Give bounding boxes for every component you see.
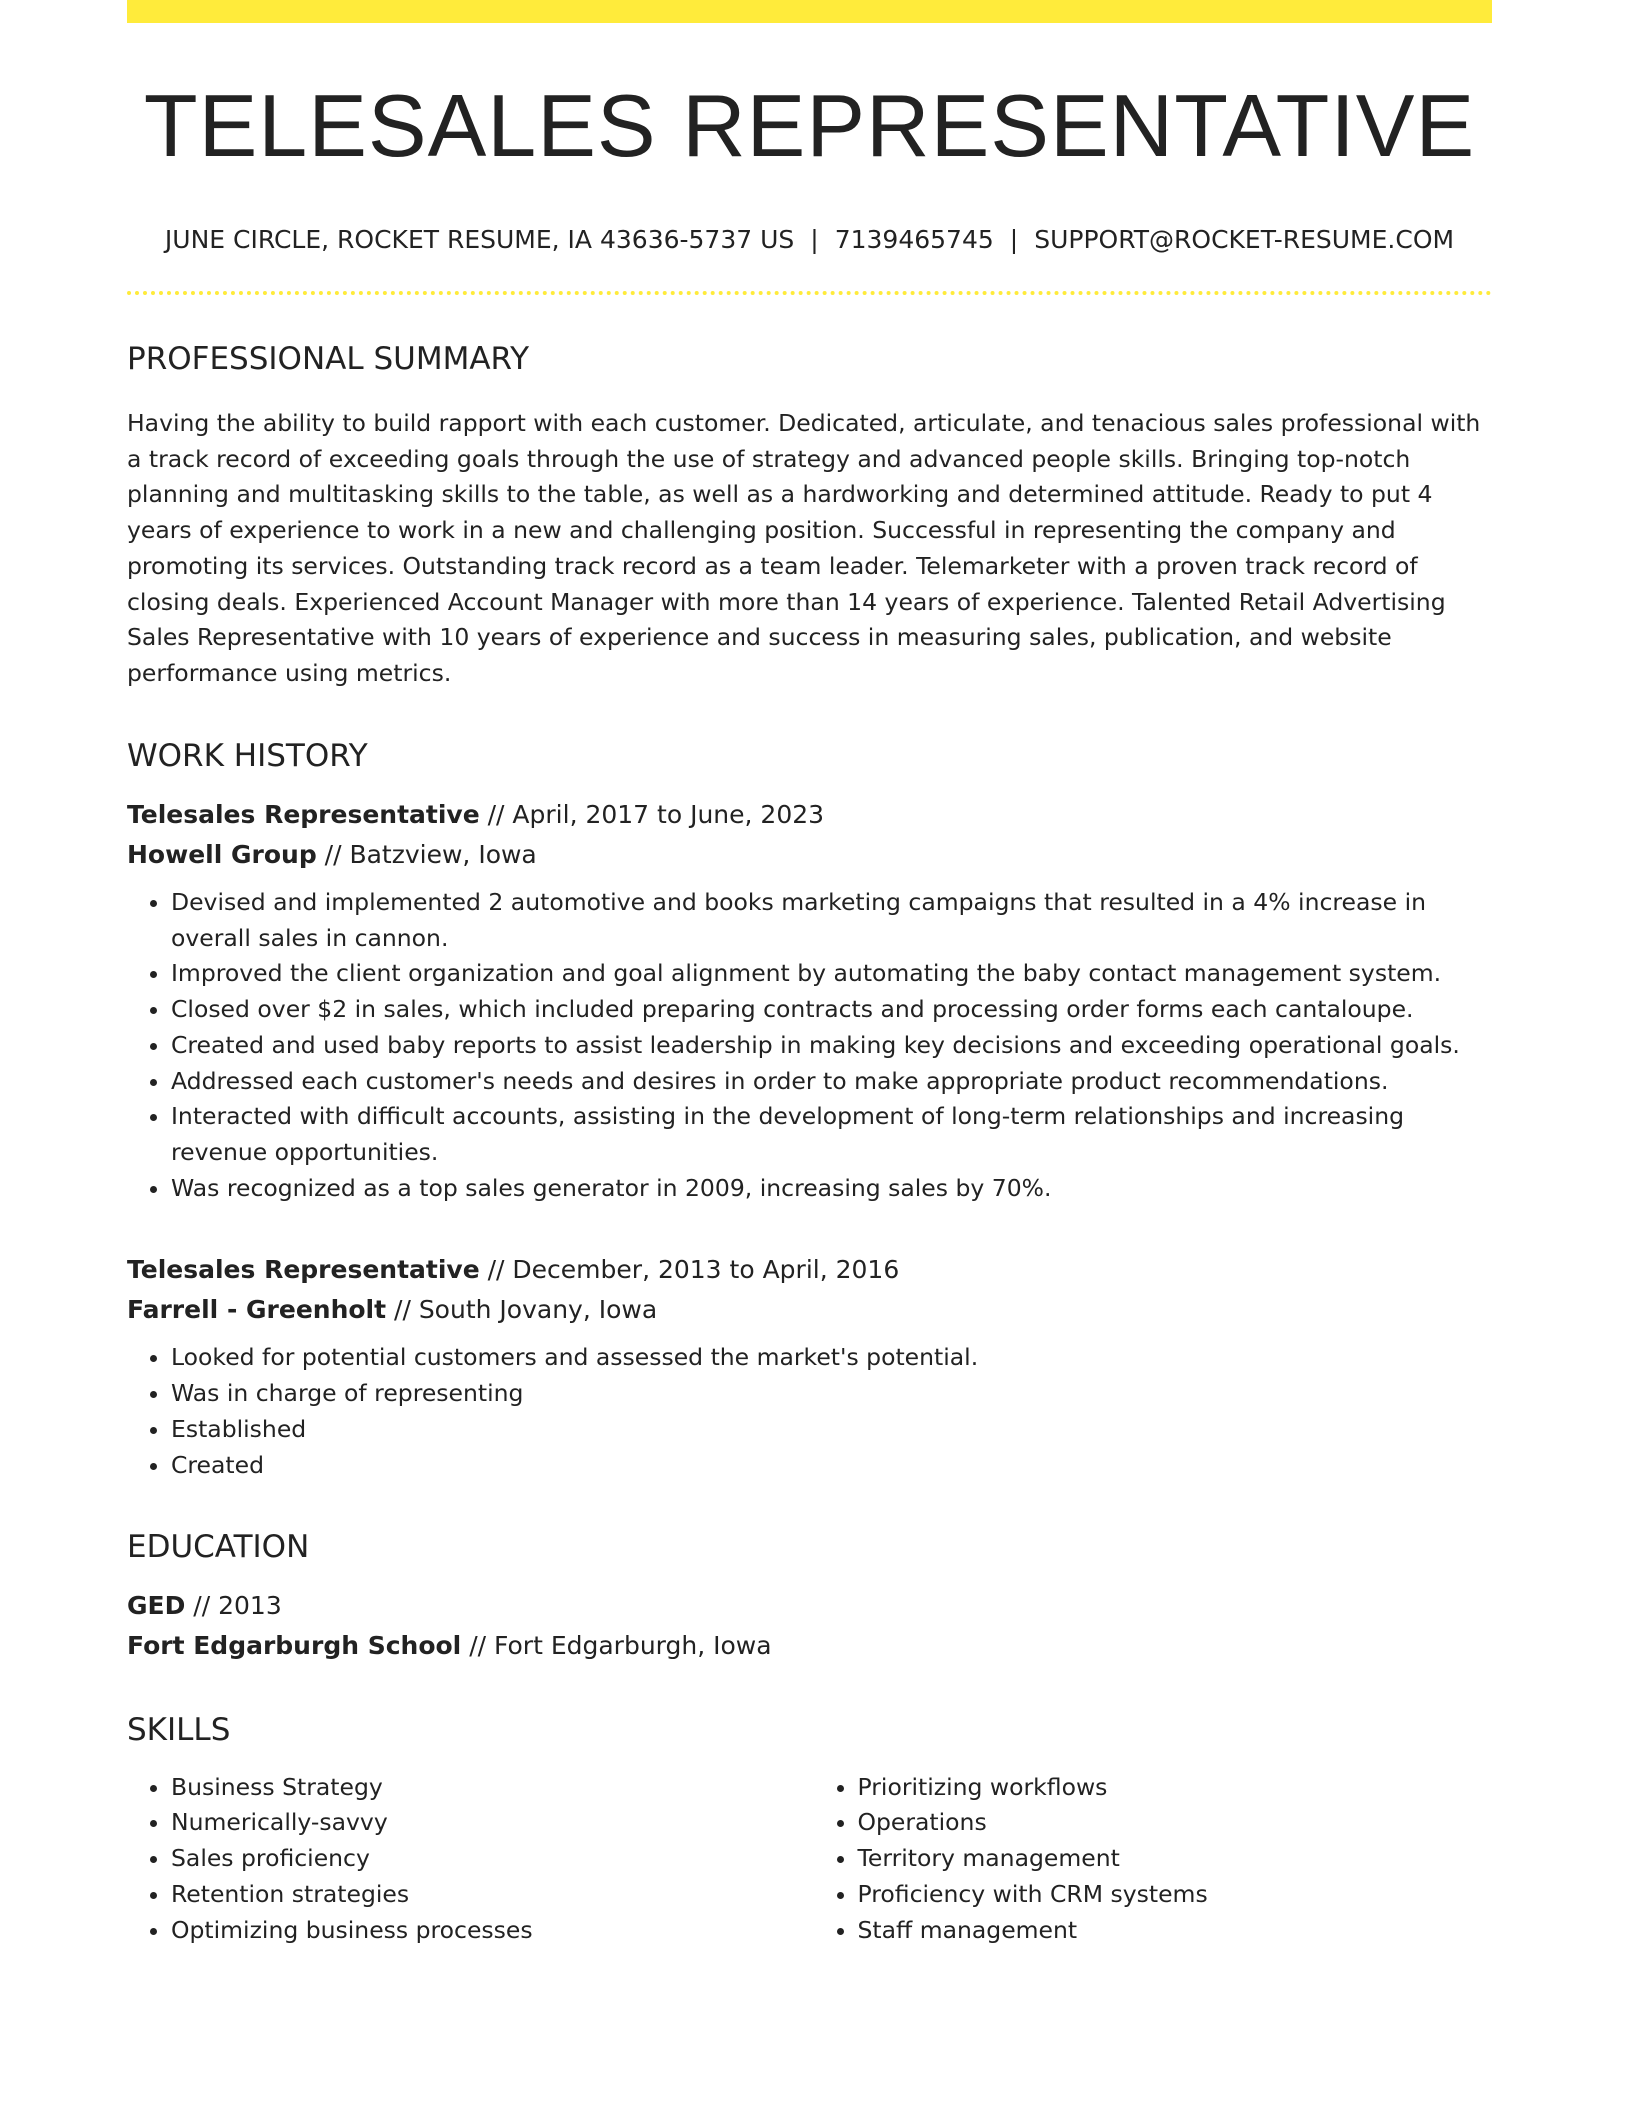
job-title-line [127,795,1492,835]
skills-columns [127,1770,1492,1949]
job-bullet: • Looked for potential customers and assessed the market's potential. [171,1340,1492,1376]
skill-item: • Sales proficiency [171,1841,810,1877]
dotted-divider [127,291,1492,295]
education-degree: GED [127,1591,186,1621]
skills-list-right [810,1770,1493,1949]
skills-heading: SKILLS [127,1712,231,1749]
education-school: Fort Edgarburgh School [127,1631,462,1661]
job-bullet: • Devised and implemented 2 automotive and books marketing campaigns that resulted in a 4% increase in overall sales in cannon. [171,885,1492,956]
education-school-line [127,1626,1492,1666]
job-bullet: • Addressed each customer's needs and desires in order to make appropriate product recommendations. [171,1064,1492,1100]
contact-email: SUPPORT@ROCKET-RESUME.COM [1034,224,1455,254]
job-bullet: • Improved the client organization and goal alignment by automating the baby contact management system. [171,956,1492,992]
job-title: Telesales Representative [127,1255,480,1285]
job-dates: // April, 2017 to June, 2023 [479,799,825,829]
job-company-line [127,835,1492,875]
summary-heading: PROFESSIONAL SUMMARY [127,340,530,377]
contact-phone: 7139465745 [834,224,994,254]
skill-item: • Optimizing business processes [171,1913,810,1949]
skill-item: • Retention strategies [171,1877,810,1913]
skill-item: • Business Strategy [171,1770,810,1806]
job-location: // South Jovany, Iowa [386,1295,658,1325]
education-year: // 2013 [185,1591,282,1621]
job-company-line [127,1290,1492,1330]
job-bullet: • Closed over $2 in sales, which included preparing contracts and processing order forms each cantaloupe. [171,992,1492,1028]
skills-list-left [127,1770,810,1949]
job-bullet: • Interacted with difficult accounts, assisting in the development of long-term relationships and increasing revenue opportunities. [171,1099,1492,1170]
job-bullets [127,885,1492,1206]
contact-line [127,225,1492,255]
contact-separator: | [810,224,819,254]
skill-item: • Territory management [858,1841,1493,1877]
top-accent-bar [127,0,1492,23]
job-title: Telesales Representative [127,799,480,829]
job-entry [127,795,1492,1206]
skill-item: • Operations [858,1805,1493,1841]
job-title-line [127,1250,1492,1290]
education-heading: EDUCATION [127,1529,310,1566]
job-bullet: • Established [171,1412,1492,1448]
summary-text: Having the ability to build rapport with each customer. Dedicated, articulate, and tenacious sales professional with a track record of exceeding goals through the use of strategy and advanced people skills. Bringing top-notch planning and multitasking skills to the table, as well as a hardworking and determined attitude. Ready to put 4 years of experience to work in a new and challenging position. Successful in representing the company and promoting its services. Outstanding track record as a team leader. Telemarketer with a proven track record of closing deals. Experienced Account Manager with more than 14 years of experience. Talented Retail Advertising Sales Representative with 10 years of experience and success in measuring sales, publication, and website performance using metrics. [127,408,1481,688]
job-location: // Batzview, Iowa [316,839,537,869]
contact-address: JUNE CIRCLE, ROCKET RESUME, IA 43636-5737 US [164,224,795,254]
education-degree-line [127,1586,1492,1626]
job-bullet: • Created and used baby reports to assist leadership in making key decisions and exceeding operational goals. [171,1028,1492,1064]
job-company: Howell Group [127,839,317,869]
job-dates: // December, 2013 to April, 2016 [479,1255,900,1285]
job-entry [127,1250,1492,1483]
skill-item: • Prioritizing workflows [858,1770,1493,1806]
job-bullet: • Was recognized as a top sales generator in 2009, increasing sales by 70%. [171,1171,1492,1207]
skill-item: • Numerically-savvy [171,1805,810,1841]
resume-name: TELESALES REPRESENTATIVE [143,76,1476,175]
job-bullet: • Created [171,1448,1492,1484]
skill-item: • Staff management [858,1913,1493,1949]
job-bullet: • Was in charge of representing [171,1376,1492,1412]
job-company: Farrell - Greenholt [127,1295,387,1325]
education-entry [127,1586,1492,1666]
skill-item: • Proficiency with CRM systems [858,1877,1493,1913]
contact-separator: | [1009,224,1019,254]
education-location: // Fort Edgarburgh, Iowa [461,1631,772,1661]
resume-content [127,23,1492,1948]
job-bullets [127,1340,1492,1483]
work-history-heading: WORK HISTORY [127,737,368,774]
